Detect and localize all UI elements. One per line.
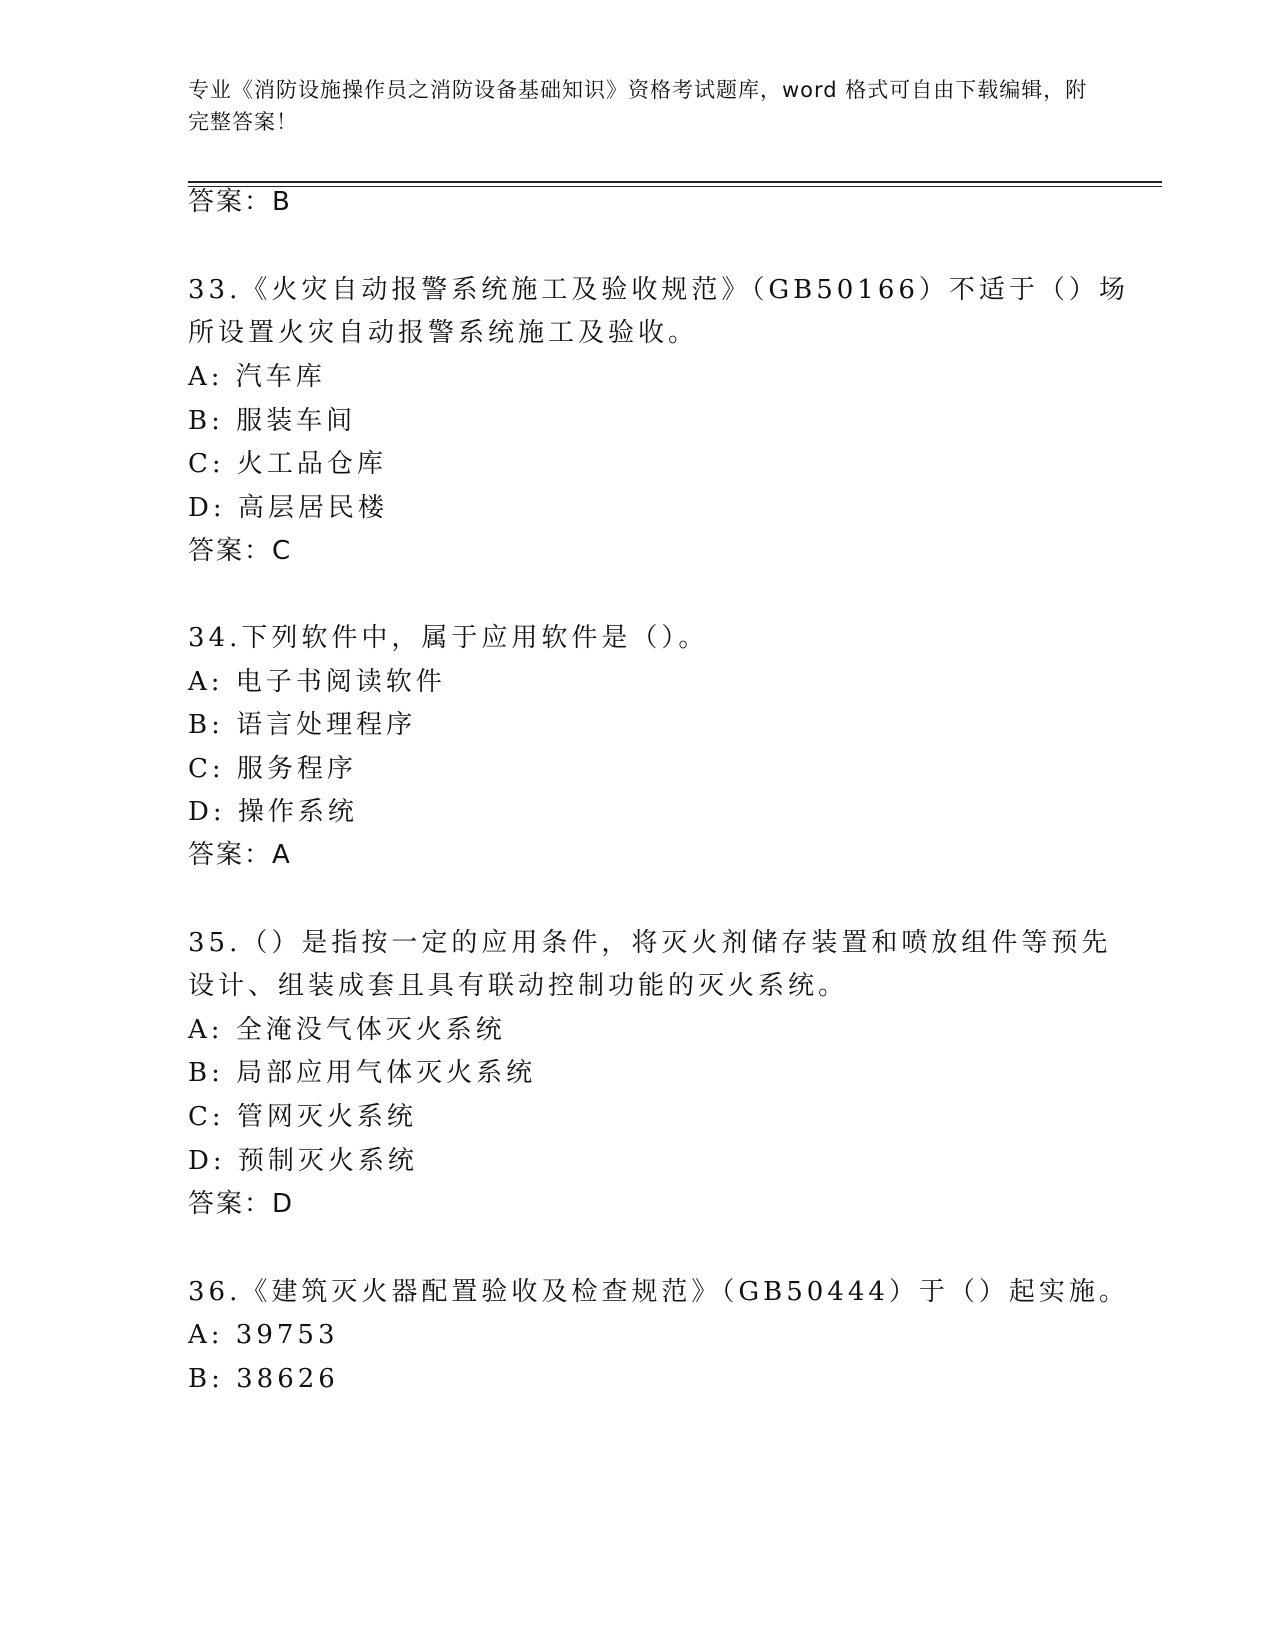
question-36-option-a: A: 39753 [188, 1320, 339, 1350]
question-34-stem-line1: 34.下列软件中，属于应用软件是（）。 [188, 623, 709, 653]
question-34-option-c: C: 服务程序 [188, 754, 357, 784]
question-33-stem-line1: 33.《火灾自动报警系统施工及验收规范》（GB50166）不适于（）场 [188, 275, 1129, 305]
header-divider-thin [188, 186, 1162, 187]
answer-35: 答案：D [188, 1189, 295, 1219]
question-34-option-a: A: 电子书阅读软件 [188, 667, 446, 697]
question-36-stem-line1: 36.《建筑灭火器配置验收及检查规范》（GB50444）于（）起实施。 [188, 1277, 1129, 1307]
question-33-stem-line2: 所设置火灾自动报警系统施工及验收。 [188, 318, 699, 348]
question-33-option-d: D: 高层居民楼 [188, 493, 388, 523]
answer-33: 答案：C [188, 536, 293, 566]
question-35-option-c: C: 管网灭火系统 [188, 1102, 417, 1132]
question-34-option-d: D: 操作系统 [188, 797, 358, 827]
question-33-option-c: C: 火工品仓库 [188, 449, 387, 479]
header-divider-thick [188, 181, 1162, 183]
question-35-option-b: B: 局部应用气体灭火系统 [188, 1058, 537, 1088]
question-35-stem-line2: 设计、组装成套且具有联动控制功能的灭火系统。 [188, 971, 849, 1001]
document-header: 专业《消防设施操作员之消防设备基础知识》资格考试题库，word 格式可自由下载编辑，附完整答案！ [188, 78, 1088, 134]
question-34-option-b: B: 语言处理程序 [188, 710, 417, 740]
question-36-option-b: B: 38626 [188, 1364, 339, 1394]
question-33-option-b: B: 服装车间 [188, 406, 357, 436]
question-33-option-a: A: 汽车库 [188, 362, 326, 392]
question-35-stem-line1: 35.（）是指按一定的应用条件，将灭火剂储存装置和喷放组件等预先 [188, 928, 1112, 958]
question-35-option-a: A: 全淹没气体灭火系统 [188, 1015, 506, 1045]
answer-34: 答案：A [188, 840, 292, 870]
answer-32: 答案：B [188, 187, 292, 217]
question-35-option-d: D: 预制灭火系统 [188, 1146, 418, 1176]
